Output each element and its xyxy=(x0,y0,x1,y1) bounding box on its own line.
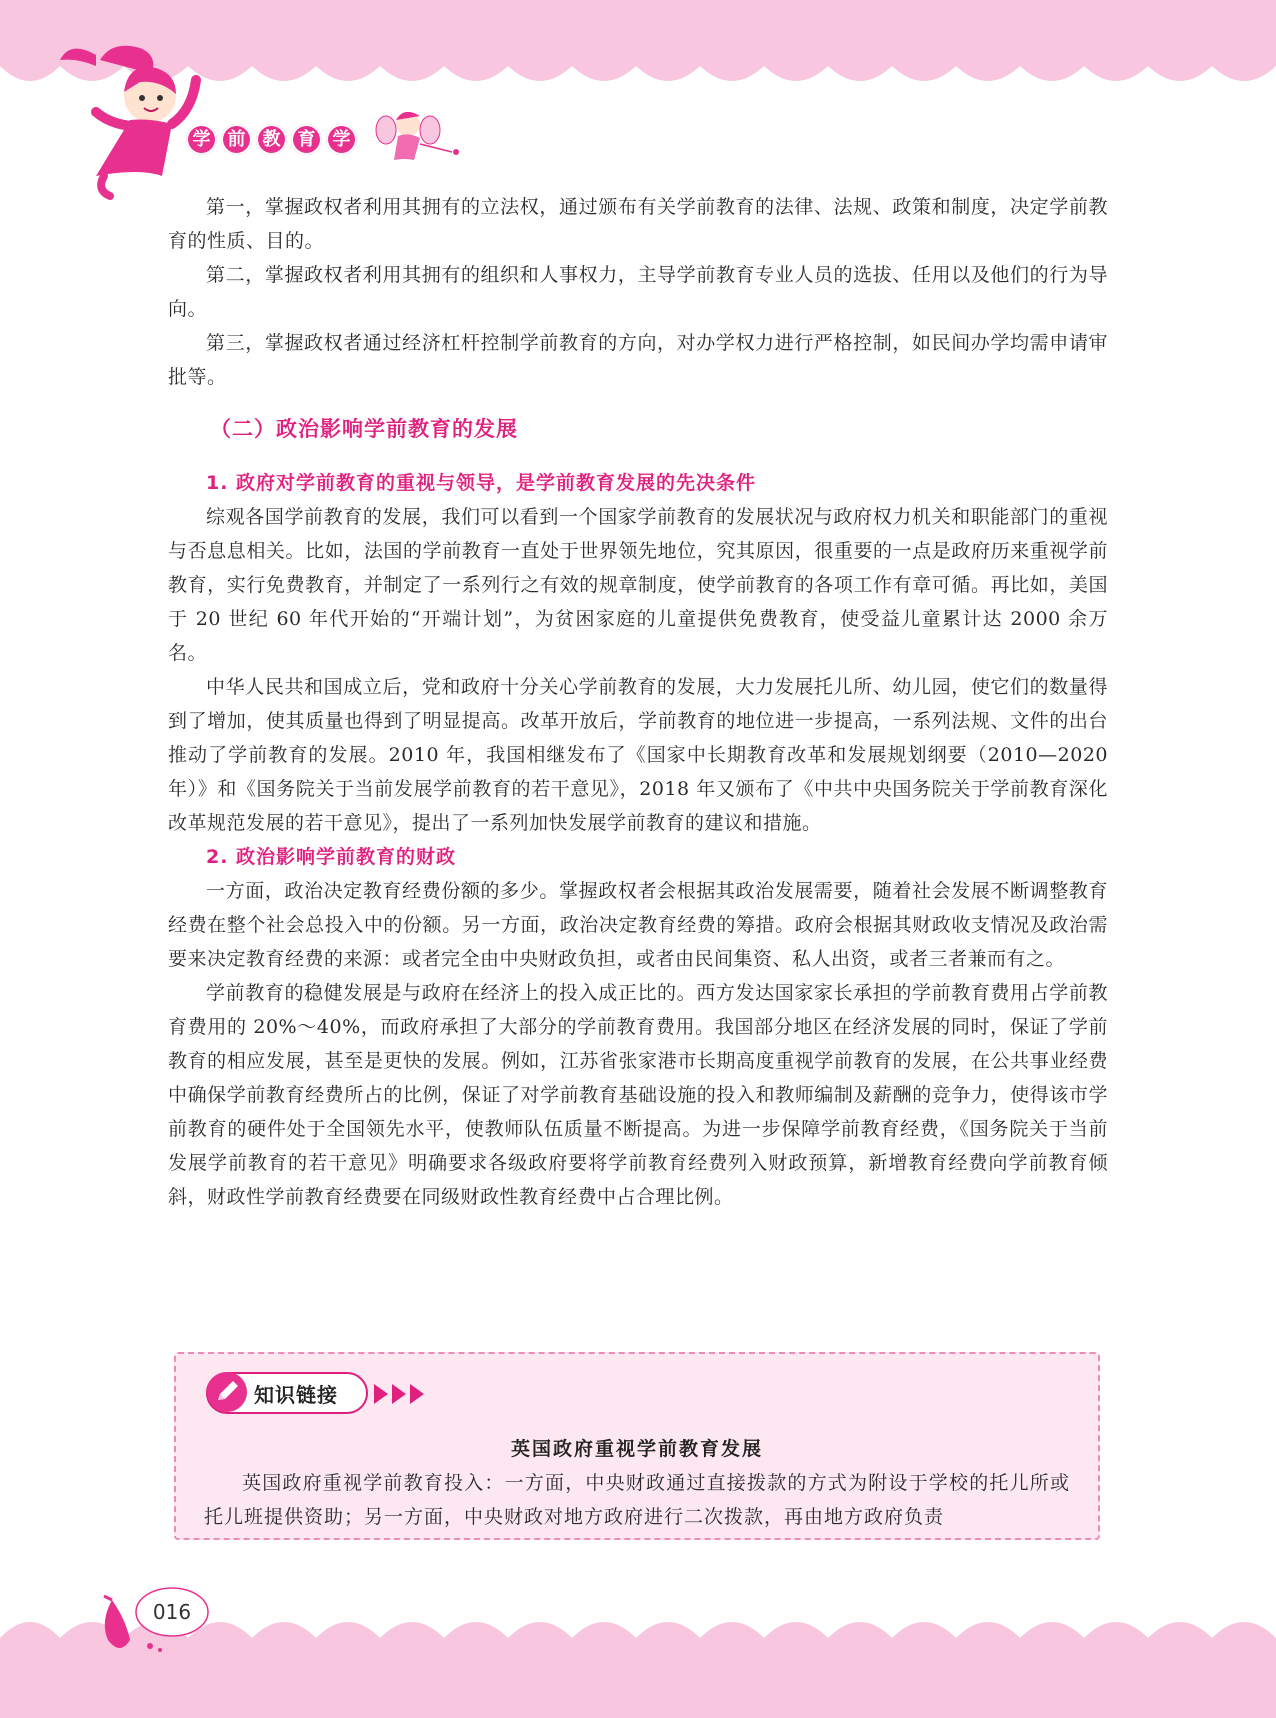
paragraph: 中华人民共和国成立后，党和政府十分关心学前教育的发展，大力发展托儿所、幼儿园，使它们的数量得到了增加，使其质量也得到了明显提高。改革开放后，学前教育的地位进一步提高，一系列法规、文件的出台推动了学前教育的发展。2010 年，我国相继发布了《国家中长期教育改革和发展规划纲要（2010—2020 年）》和《国务院关于当前发展学前教育的若干意见》，2018 年又颁布了《中共中央国务院关于学前教育深化改革规范发展的若干意见》，提出了一系列加快发展学前教育的建议和措施。 xyxy=(168,676,1108,834)
book-title-char: 教 xyxy=(256,124,287,155)
paragraph: 第二，掌握政权者利用其拥有的组织和人事权力，主导学前教育专业人员的选拔、任用以及他们的行为导向。 xyxy=(168,264,1108,320)
section-heading: （二）政治影响学前教育的发展 xyxy=(210,416,518,441)
book-title xyxy=(186,124,357,155)
knowledge-box-text: 英国政府重视学前教育投入：一方面，中央财政通过直接拨款的方式为附设于学校的托儿所或托儿班提供资助；另一方面，中央财政对地方政府进行二次拨款，再由地方政府负责 xyxy=(204,1472,1070,1528)
pencil-icon xyxy=(206,1371,248,1413)
paragraph: 学前教育的稳健发展是与政府在经济上的投入成正比的。西方发达国家家长承担的学前教育费用占学前教育费用的 20%～40%，而政府承担了大部分的学前教育费用。我国部分地区在经济发展的同时，保证了学前教育的相应发展，甚至是更快的发展。例如，江苏省张家港市长期高度重视学前教育的发展，在公共事业经费中确保学前教育经费所占的比例，保证了对学前教育基础设施的投入和教师编制及薪酬的竞争力，使得该市学前教育的硬件处于全国领先水平，使教师队伍质量不断提高。为进一步保障学前教育经费，《国务院关于当前发展学前教育的若干意见》明确要求各级政府要将学前教育经费列入财政预算，新增教育经费向学前教育倾斜，财政性学前教育经费要在同级财政性教育经费中占合理比例。 xyxy=(168,982,1108,1208)
book-title-char: 学 xyxy=(186,124,217,155)
subsection-heading: 2. 政治影响学前教育的财政 xyxy=(206,846,457,868)
paragraph: 综观各国学前教育的发展，我们可以看到一个国家学前教育的发展状况与政府权力机关和职能部门的重视与否息息相关。比如，法国的学前教育一直处于世界领先地位，究其原因，很重要的一点是政府历来重视学前教育，实行免费教育，并制定了一系列行之有效的规章制度，使学前教育的各项工作有章可循。再比如，美国于 20 世纪 60 年代开始的“开端计划”，为贫困家庭的儿童提供免费教育，使受益儿童累计达 2000 余万名。 xyxy=(168,506,1108,664)
knowledge-link-label: 知识链接 xyxy=(254,1382,338,1407)
book-title-char: 前 xyxy=(221,124,252,155)
page-number: 016 xyxy=(152,1600,192,1624)
header-scallop-band xyxy=(0,0,1276,81)
book-title-char: 育 xyxy=(291,124,322,155)
knowledge-link-tag xyxy=(206,1372,368,1414)
fairy-illustration-icon xyxy=(376,112,459,160)
main-content xyxy=(168,190,1108,1214)
knowledge-link-box xyxy=(174,1352,1100,1540)
subsection-heading: 1. 政府对学前教育的重视与领导，是学前教育发展的先决条件 xyxy=(206,472,757,494)
footer-scallop-band xyxy=(0,1622,1276,1718)
triple-arrow-icon xyxy=(374,1384,428,1404)
paragraph: 第三，掌握政权者通过经济杠杆控制学前教育的方向，对办学权力进行严格控制，如民间办学均需申请审批等。 xyxy=(168,332,1108,388)
book-title-char: 学 xyxy=(326,124,357,155)
knowledge-box-title: 英国政府重视学前教育发展 xyxy=(510,1438,763,1460)
paragraph: 第一，掌握政权者利用其拥有的立法权，通过颁布有关学前教育的法律、法规、政策和制度，决定学前教育的性质、目的。 xyxy=(168,196,1108,252)
paragraph: 一方面，政治决定教育经费份额的多少。掌握政权者会根据其政治发展需要，随着社会发展不断调整教育经费在整个社会总投入中的份额。另一方面，政治决定教育经费的筹措。政府会根据其财政收支情况及政治需要来决定教育经费的来源：或者完全由中央财政负担，或者由民间集资、私人出资，或者三者兼而有之。 xyxy=(168,880,1108,970)
